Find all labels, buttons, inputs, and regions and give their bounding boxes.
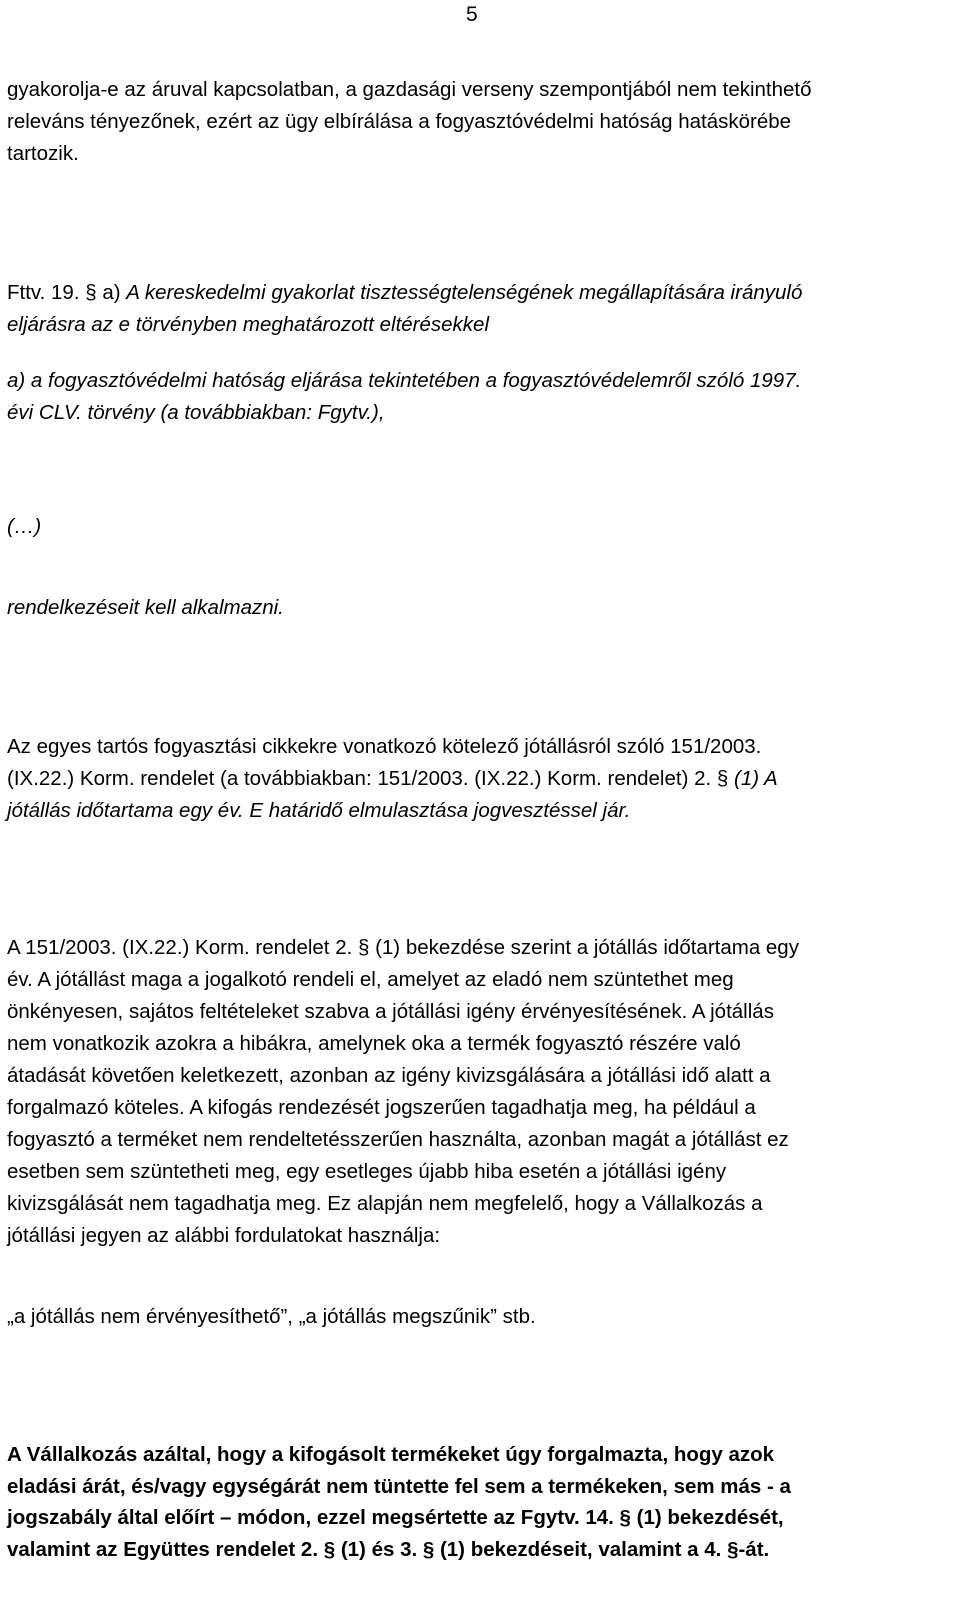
paragraph-conclusion bbox=[7, 1439, 942, 1565]
text-line: év. A jótállást maga a jogalkotó rendeli el, amelyet az eladó nem szüntethet meg bbox=[7, 968, 734, 991]
text-line: önkényesen, sajátos feltételeket szabva a jótállási igény érvényesítésének. A jótállás bbox=[7, 1000, 774, 1023]
text-line: „a jótállás nem érvényesíthető”, „a jótállás megszűnik” stb. bbox=[7, 1305, 536, 1328]
paragraph-korm-rendelet bbox=[7, 731, 942, 827]
text-line: esetben sem szüntetheti meg, egy esetleges újabb hiba esetén a jótállási igény bbox=[7, 1160, 727, 1183]
paragraph-warranty-analysis bbox=[7, 932, 942, 1252]
quoted-text: eljárásra az e törvényben meghatározott eltérésekkel bbox=[7, 313, 490, 336]
text-line: kivizsgálását nem tagadhatja meg. Ez alapján nem megfelelő, hogy a Vállalkozás a bbox=[7, 1192, 763, 1215]
text-line: Az egyes tartós fogyasztási cikkekre vonatkozó kötelező jótállásról szóló 151/2003. bbox=[7, 735, 762, 758]
text-line: eladási árát, és/vagy egységárát nem tüntette fel sem a termékeken, sem más - a bbox=[7, 1474, 791, 1498]
quoted-text: a) a fogyasztóvédelmi hatóság eljárása tekintetében a fogyasztóvédelemről szóló 1997. bbox=[7, 369, 802, 392]
text-line: jótállási jegyen az alábbi fordulatokat használja: bbox=[7, 1224, 441, 1247]
quoted-text: évi CLV. törvény (a továbbiakban: Fgytv.), bbox=[7, 401, 385, 424]
quoted-text: (…) bbox=[7, 515, 42, 538]
quoted-text: rendelkezéseit kell alkalmazni. bbox=[7, 596, 284, 619]
paragraph-quoted-phrases bbox=[7, 1301, 942, 1333]
text-line: forgalmazó köteles. A kifogás rendezését jogszerűen tagadhatja meg, ha például a bbox=[7, 1096, 756, 1119]
page-number: 5 bbox=[466, 3, 478, 26]
quoted-text: (1) A bbox=[734, 767, 778, 790]
paragraph-ellipsis bbox=[7, 511, 942, 543]
paragraph-fttv-quote bbox=[7, 277, 942, 341]
text-line: tartozik. bbox=[7, 142, 79, 165]
paragraph-apply bbox=[7, 592, 942, 624]
text-line: valamint az Együttes rendelet 2. § (1) és 3. § (1) bekezdéseit, valamint a 4. §-át. bbox=[7, 1537, 770, 1561]
quoted-text: jótállás időtartama egy év. E határidő elmulasztása jogvesztéssel jár. bbox=[7, 799, 631, 822]
text-line: A Vállalkozás azáltal, hogy a kifogásolt termékeket úgy forgalmazta, hogy azok bbox=[7, 1443, 775, 1466]
text-line: átadását követően keletkezett, azonban az igény kivizsgálására a jótállási idő alatt a bbox=[7, 1064, 771, 1087]
text-line bbox=[7, 763, 942, 795]
text-line: jogszabály által előírt – módon, ezzel megsértette az Fgytv. 14. § (1) bekezdését, bbox=[7, 1506, 784, 1529]
paragraph-fttv-point-a bbox=[7, 365, 942, 429]
text-line: gyakorolja-e az áruval kapcsolatban, a gazdasági verseny szempontjából nem tekinthető bbox=[7, 78, 812, 101]
quoted-text: A kereskedelmi gyakorlat tisztességtelenségének megállapítására irányuló bbox=[126, 281, 803, 304]
fttv-reference: Fttv. 19. § a) bbox=[7, 281, 127, 304]
plain-text: (IX.22.) Korm. rendelet (a továbbiakban: 151/2003. (IX.22.) Korm. rendelet) 2. § bbox=[7, 767, 734, 790]
text-line: nem vonatkozik azokra a hibákra, amelynek oka a termék fogyasztó részére való bbox=[7, 1032, 741, 1055]
text-line: A 151/2003. (IX.22.) Korm. rendelet 2. § (1) bekezdése szerint a jótállás időtartama egy bbox=[7, 936, 799, 959]
text-line bbox=[7, 277, 942, 309]
text-line: fogyasztó a terméket nem rendeltetésszerűen használta, azonban magát a jótállást ez bbox=[7, 1128, 789, 1151]
paragraph-intro bbox=[7, 74, 942, 170]
text-line: releváns tényezőnek, ezért az ügy elbírálása a fogyasztóvédelmi hatóság hatáskörébe bbox=[7, 110, 792, 133]
